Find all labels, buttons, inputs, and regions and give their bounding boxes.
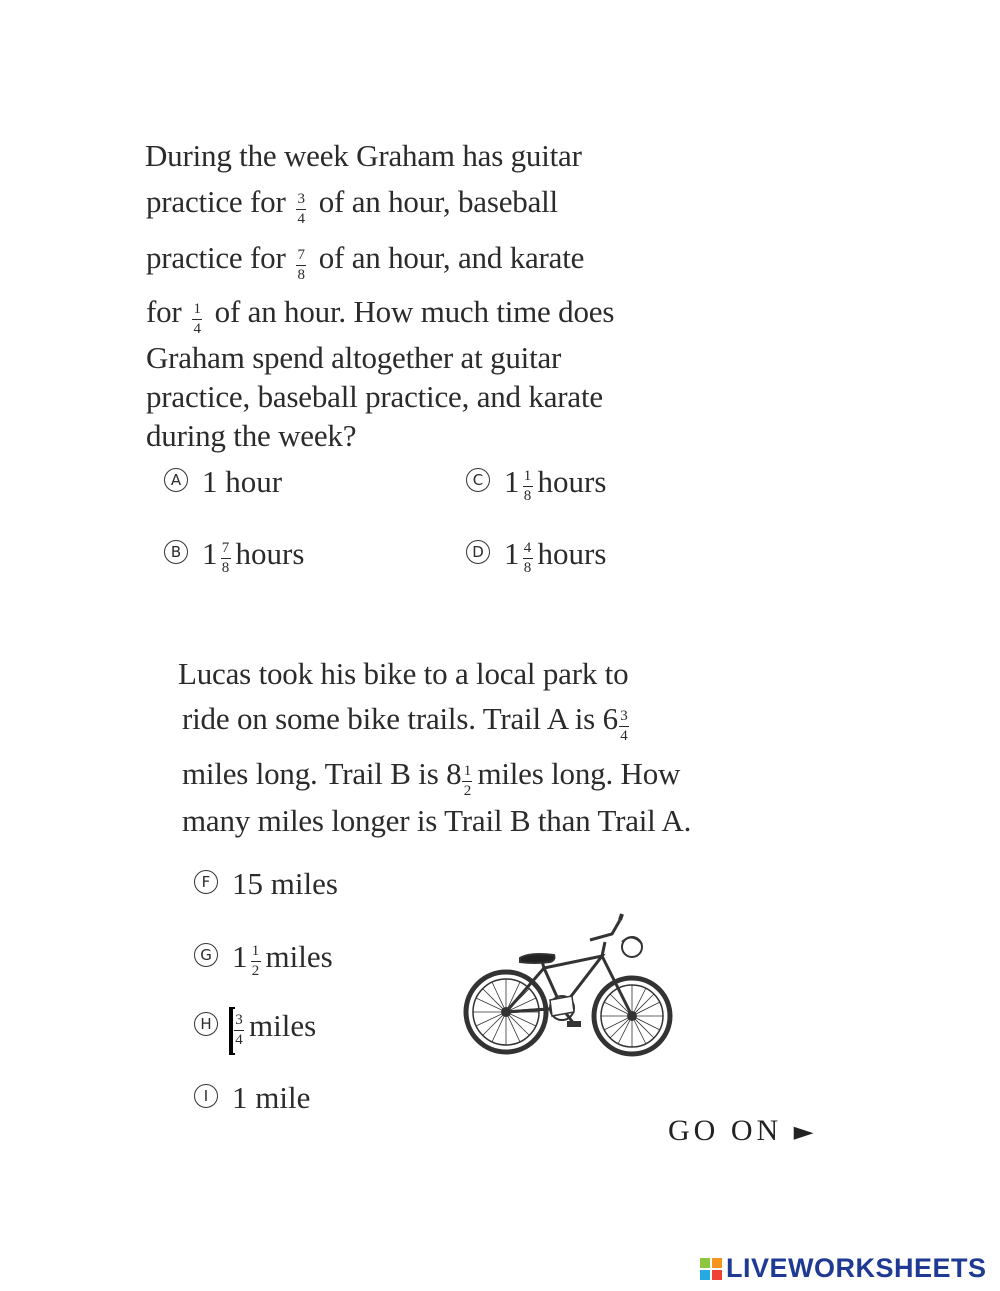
option-f-bubble[interactable]: F bbox=[194, 870, 218, 894]
q1-option-c[interactable]: C 1 $\frac{1}{8}$ hours bbox=[466, 462, 606, 502]
q1-line-7: during the week? bbox=[146, 418, 357, 453]
option-c-bubble[interactable]: C bbox=[466, 468, 490, 492]
triangle-arrow-icon: ► bbox=[793, 1117, 818, 1147]
option-h-bubble[interactable]: H bbox=[194, 1012, 218, 1036]
q2-line-3: miles long. Trail B is 8 $\frac{1}{2}$ miles long. How bbox=[182, 756, 681, 800]
q2-line-1: Lucas took his bike to a local park to bbox=[178, 656, 629, 691]
q1-line-2: practice for $\frac{3}{4}$ of an hour, baseball bbox=[146, 184, 558, 228]
liveworksheets-logo[interactable] bbox=[700, 1253, 987, 1284]
q1-line-6: practice, baseball practice, and karate bbox=[146, 379, 603, 414]
q2-line-2: ride on some bike trails. Trail A is 6 $\frac{3}{4}$ bbox=[182, 701, 628, 745]
logo-blocks-icon bbox=[700, 1258, 722, 1280]
option-g-bubble[interactable]: G bbox=[194, 943, 218, 967]
q1-line-3: practice for $\frac{7}{8}$ of an hour, and karate bbox=[146, 240, 585, 284]
option-d-bubble[interactable]: D bbox=[466, 540, 490, 564]
bicycle-illustration bbox=[462, 912, 682, 1060]
option-a-bubble[interactable]: A bbox=[164, 468, 188, 492]
fraction-trail-a: $\frac{3}{4}$ bbox=[620, 708, 628, 745]
q1-line-1: During the week Graham has guitar bbox=[145, 138, 582, 173]
q1-line-4: for $\frac{1}{4}$ of an hour. How much time does bbox=[146, 294, 615, 338]
option-i-bubble[interactable]: I bbox=[194, 1084, 218, 1108]
q2-option-i[interactable]: I 1 mile bbox=[194, 1078, 310, 1118]
fraction-guitar: $\frac{3}{4}$ bbox=[297, 191, 305, 228]
logo-text: LIVEWORKSHEETS bbox=[726, 1253, 987, 1283]
option-b-bubble[interactable]: B bbox=[164, 540, 188, 564]
q1-option-d[interactable]: D 1 $\frac{4}{8}$ hours bbox=[466, 534, 606, 574]
q2-option-g[interactable]: G 1 $\frac{1}{2}$ miles bbox=[194, 937, 333, 977]
q2-option-f[interactable]: F 15 miles bbox=[194, 864, 338, 904]
q1-option-b[interactable]: B 1 $\frac{7}{8}$ hours bbox=[164, 534, 304, 574]
fraction-trail-b: $\frac{1}{2}$ bbox=[463, 763, 472, 800]
q1-option-a[interactable]: A 1 hour bbox=[164, 462, 282, 502]
q2-line-4: many miles longer is Trail B than Trail A. bbox=[182, 803, 692, 838]
q2-option-h[interactable]: H $\frac{3}{4}$ miles bbox=[194, 1006, 316, 1046]
q1-line-5: Graham spend altogether at guitar bbox=[146, 340, 562, 375]
text-cursor-mark bbox=[229, 1007, 235, 1055]
fraction-baseball: $\frac{7}{8}$ bbox=[297, 247, 305, 284]
fraction-karate: $\frac{1}{4}$ bbox=[193, 301, 201, 338]
go-on-label: GO ON ► bbox=[668, 1114, 818, 1147]
